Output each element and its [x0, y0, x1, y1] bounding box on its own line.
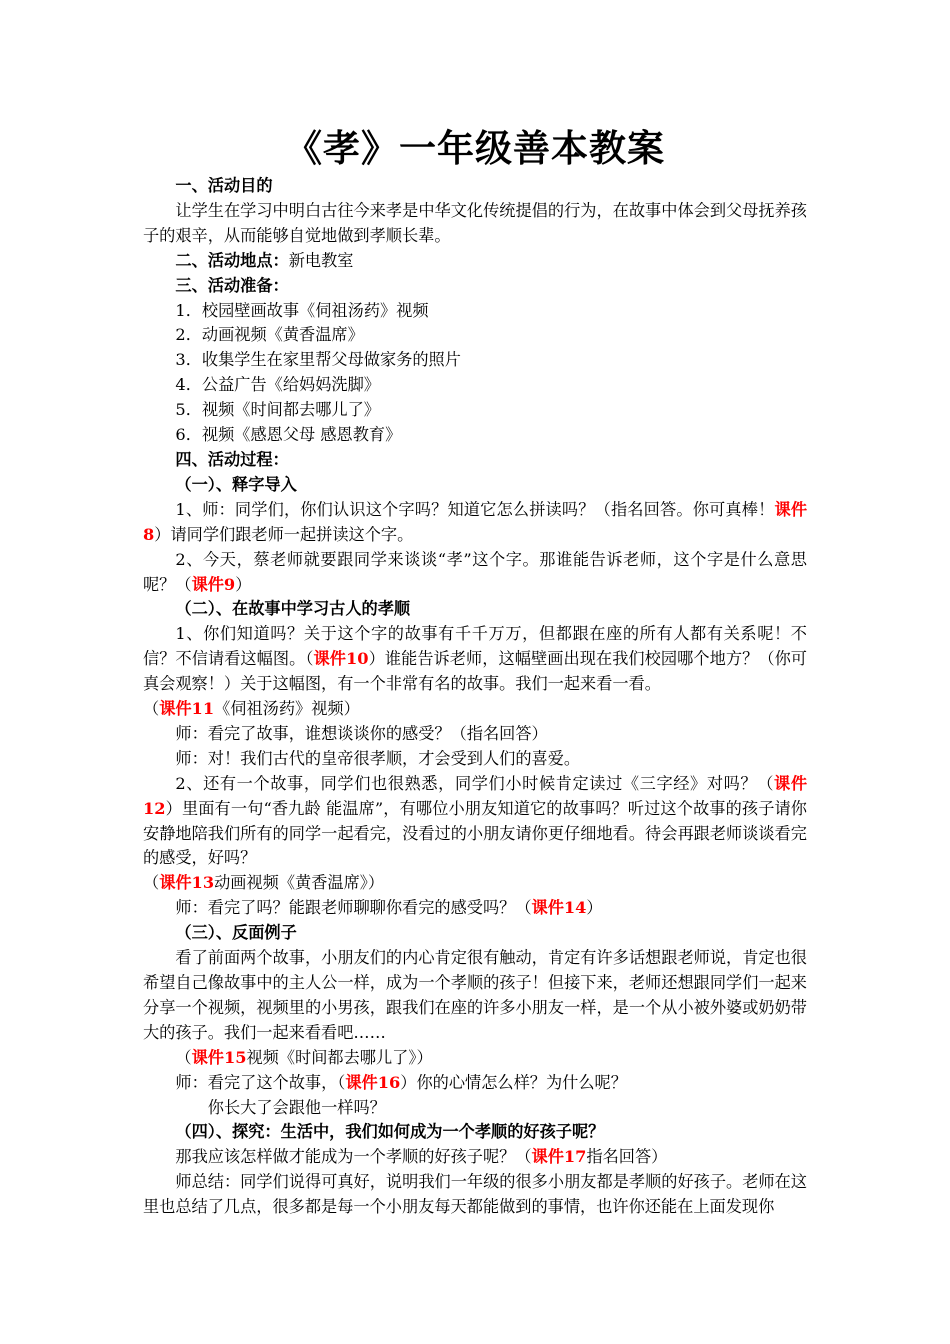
section-heading: 一、活动目的	[175, 176, 273, 195]
courseware-ref: 课件15	[191, 1047, 247, 1067]
paragraph	[143, 622, 807, 697]
section-heading: 四、活动过程：	[175, 449, 289, 469]
paragraph: 你长大了会跟他一样吗？	[207, 1097, 386, 1117]
paragraph: 师：对！我们古代的皇帝很孝顺，才会受到人们的喜爱。	[175, 748, 581, 768]
paragraph	[143, 1071, 807, 1096]
text-run: ）里面有一句“香九龄 能温席”，有哪位小朋友知道它的故事吗？听过这个故事的孩子请你安静地陪我们所有的同学一起看完，没看过的小朋友请你更仔细地看。待会再跟老师谈谈看完的感受，好吗？	[143, 798, 807, 868]
text-run: （	[143, 699, 160, 719]
text-run: ）	[235, 574, 252, 594]
subsection-heading: （一）、释字导入	[175, 474, 297, 494]
list-item: 4．公益广告《给妈妈洗脚》	[175, 375, 380, 395]
document-title: 《孝》一年级善本教案	[285, 127, 665, 170]
text-run: （	[175, 1047, 192, 1067]
text-run: 视频《时间都去哪儿了》）	[246, 1047, 433, 1067]
subsection-heading: （四）、探究：生活中，我们如何成为一个孝顺的好孩子呢？	[175, 1122, 605, 1142]
text-run: 《伺祖汤药》视频）	[214, 699, 360, 719]
section-heading: 二、活动地点：	[175, 250, 289, 270]
paragraph	[143, 871, 807, 896]
document-body	[143, 174, 807, 1220]
section-heading: 三、活动准备：	[175, 275, 289, 295]
text-run: 师：看完了这个故事，（	[175, 1072, 346, 1092]
courseware-ref: 课件16	[345, 1072, 401, 1092]
text-run: 2、还有一个故事，同学们也很熟悉，同学们小时候肯定读过《三字经》对吗？（	[175, 773, 775, 793]
paragraph: 师总结：同学们说得可真好，说明我们一年级的很多小朋友都是孝顺的好孩子。老师在这里也总结了几点，很多都是每一个小朋友每天都能做到的事情，也许你还能在上面发现你	[143, 1172, 807, 1217]
text-run: ）请同学们跟老师一起拼读这个字。	[154, 524, 414, 544]
text-run: 1、师：同学们，你们认识这个字吗？知道它怎么拼读吗？（指名回答。你可真棒！	[175, 499, 775, 519]
text-run: 1、你们知道吗？关于这个字的故事有千千万万，但都跟在座的所有人都有关系呢！不信？不信请看这幅图。（	[143, 624, 807, 669]
courseware-ref: 课件11	[159, 699, 215, 719]
list-item: 2．动画视频《黄香温席》	[175, 325, 364, 345]
courseware-ref: 课件9	[191, 574, 236, 594]
paragraph	[143, 896, 807, 921]
paragraph	[143, 548, 807, 598]
courseware-ref: 课件10	[313, 649, 369, 669]
subsection-heading: （二）、在故事中学习古人的孝顺	[175, 599, 411, 619]
list-item: 5．视频《时间都去哪儿了》	[175, 400, 380, 420]
paragraph	[143, 249, 807, 274]
text-run: ）	[586, 898, 603, 918]
text-run: 师：看完了吗？能跟老师聊聊你看完的感受吗？（	[175, 898, 532, 918]
subsection-heading: （三）、反面例子	[175, 923, 297, 943]
list-item: 6．视频《感恩父母 感恩教育》	[175, 425, 402, 445]
paragraph	[143, 697, 807, 722]
text-run: 那我应该怎样做才能成为一个孝顺的好孩子呢？（	[175, 1147, 532, 1167]
paragraph	[143, 1046, 807, 1071]
paragraph: 看了前面两个故事，小朋友们的内心肯定很有触动，肯定有许多话想跟老师说，肯定也很希望自己像故事中的主人公一样，成为一个孝顺的孩子！但接下来，老师还想跟同学们一起来分享一个视频，视频里的小男孩，跟我们在座的许多小朋友一样，是一个从小被外婆或奶奶带大的孩子。我们一起来看看吧……	[143, 948, 807, 1042]
text-run: 动画视频《黄香温席》）	[214, 873, 385, 893]
location-value: 新电教室	[288, 250, 354, 270]
courseware-ref: 课件13	[159, 873, 215, 893]
text-run: （	[143, 873, 160, 893]
list-item: 3．收集学生在家里帮父母做家务的照片	[175, 350, 461, 370]
text-run: ）谁能告诉老师，这幅壁画出现在我们校园哪个地方？（你可真会观察！）关于这幅图，有一个非常有名的故事。我们一起来看一看。	[143, 649, 807, 694]
courseware-ref: 课件17	[531, 1147, 587, 1167]
text-run: 2、今天，蔡老师就要跟同学来谈谈“孝”这个字。那谁能告诉老师，这个字是什么意思呢？（	[143, 549, 807, 594]
text-run: 指名回答）	[586, 1147, 668, 1167]
paragraph: 让学生在学习中明白古往今来孝是中华文化传统提倡的行为，在故事中体会到父母抚养孩子的艰辛，从而能够自觉地做到孝顺长辈。	[143, 200, 807, 245]
paragraph	[143, 1145, 807, 1170]
text-run: ）你的心情怎么样？为什么呢？	[400, 1072, 627, 1092]
paragraph	[143, 498, 807, 548]
courseware-ref: 课件12	[143, 773, 808, 818]
courseware-ref: 课件8	[143, 499, 808, 544]
list-item: 1．校园壁画故事《伺祖汤药》视频	[175, 300, 429, 320]
paragraph	[143, 772, 807, 872]
courseware-ref: 课件14	[531, 898, 587, 918]
paragraph: 师：看完了故事，谁想谈谈你的感受？（指名回答）	[175, 723, 548, 743]
